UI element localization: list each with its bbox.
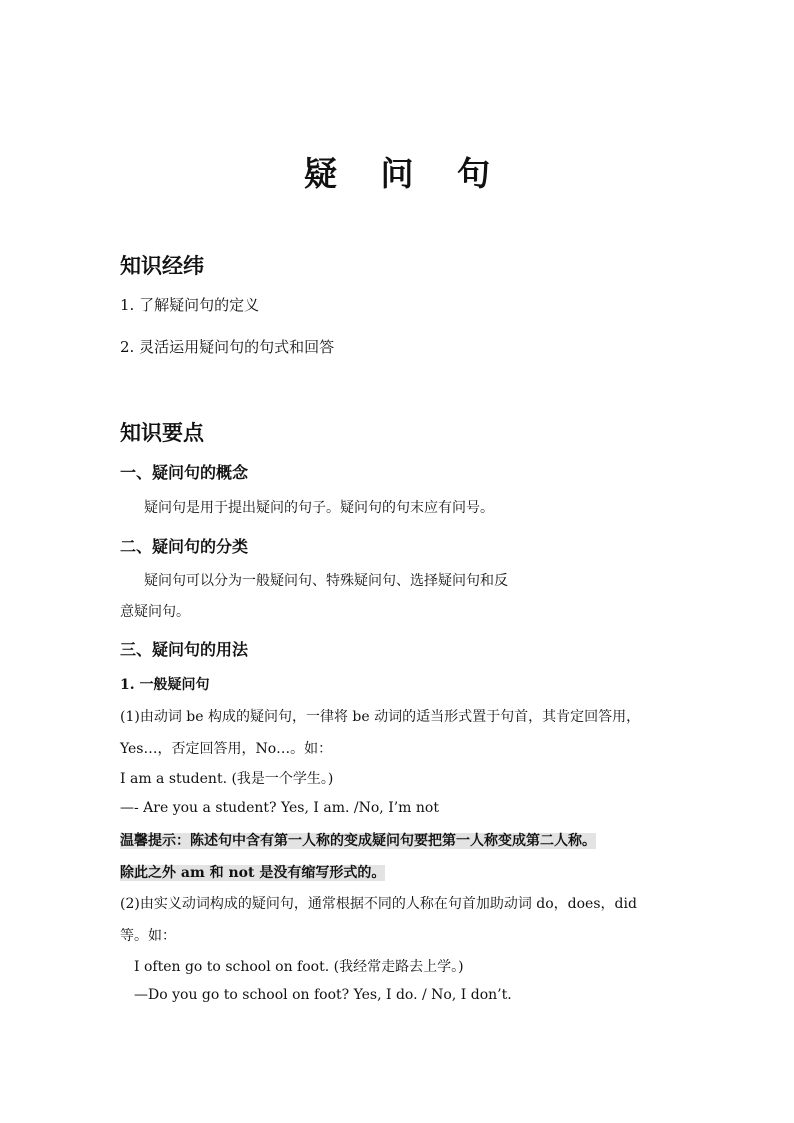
subheading-concept: 一、疑问句的概念 [120, 463, 249, 482]
section-heading-overview: 知识经纬 [120, 254, 204, 278]
tip-highlight-1: 温馨提示：陈述句中含有第一人称的变成疑问句要把第一人称变成第二人称。 [120, 833, 596, 849]
classification-text-line2: 意疑问句。 [120, 604, 190, 620]
example-statement-1: I am a student. (我是一个学生。) [120, 771, 334, 787]
example-statement-2: I often go to school on foot. (我经常走路去上学。) [134, 959, 464, 975]
tip-line-2 [120, 862, 385, 882]
rule-action-verb-line1: (2)由实义动词构成的疑问句，通常根据不同的人称在句首加助动词 do，does，did [120, 896, 637, 912]
example-question-2: —Do you go to school on foot? Yes, I do. / No, I don’t. [134, 987, 512, 1003]
rule-action-verb-line2: 等。如： [120, 928, 176, 944]
subheading-classification: 二、疑问句的分类 [120, 537, 249, 556]
tip-line-1 [120, 830, 596, 850]
example-question-1: —- Are you a student? Yes, I am. /No, I’m not [120, 800, 439, 816]
objective-item-1: 1. 了解疑问句的定义 [120, 296, 260, 314]
objective-item-2: 2. 灵活运用疑问句的句式和回答 [120, 338, 335, 356]
rule-be-verb-line1: (1)由动词 be 构成的疑问句，一律将 be 动词的适当形式置于句首，其肯定回答用， [120, 709, 641, 725]
usage-item-general-question: 1. 一般疑问句 [120, 677, 210, 693]
tip-highlight-2: 除此之外 am 和 not 是没有缩写形式的。 [120, 865, 386, 881]
concept-text: 疑问句是用于提出疑问的句子。疑问句的句末应有问号。 [144, 500, 494, 516]
subheading-usage: 三、疑问句的用法 [120, 640, 249, 659]
section-heading-key-points: 知识要点 [120, 421, 204, 445]
classification-text-line1: 疑问句可以分为一般疑问句、特殊疑问句、选择疑问句和反 [144, 573, 508, 589]
rule-be-verb-line2: Yes…，否定回答用，No…。如： [120, 741, 333, 757]
page-title: 疑 问 句 [304, 154, 506, 193]
